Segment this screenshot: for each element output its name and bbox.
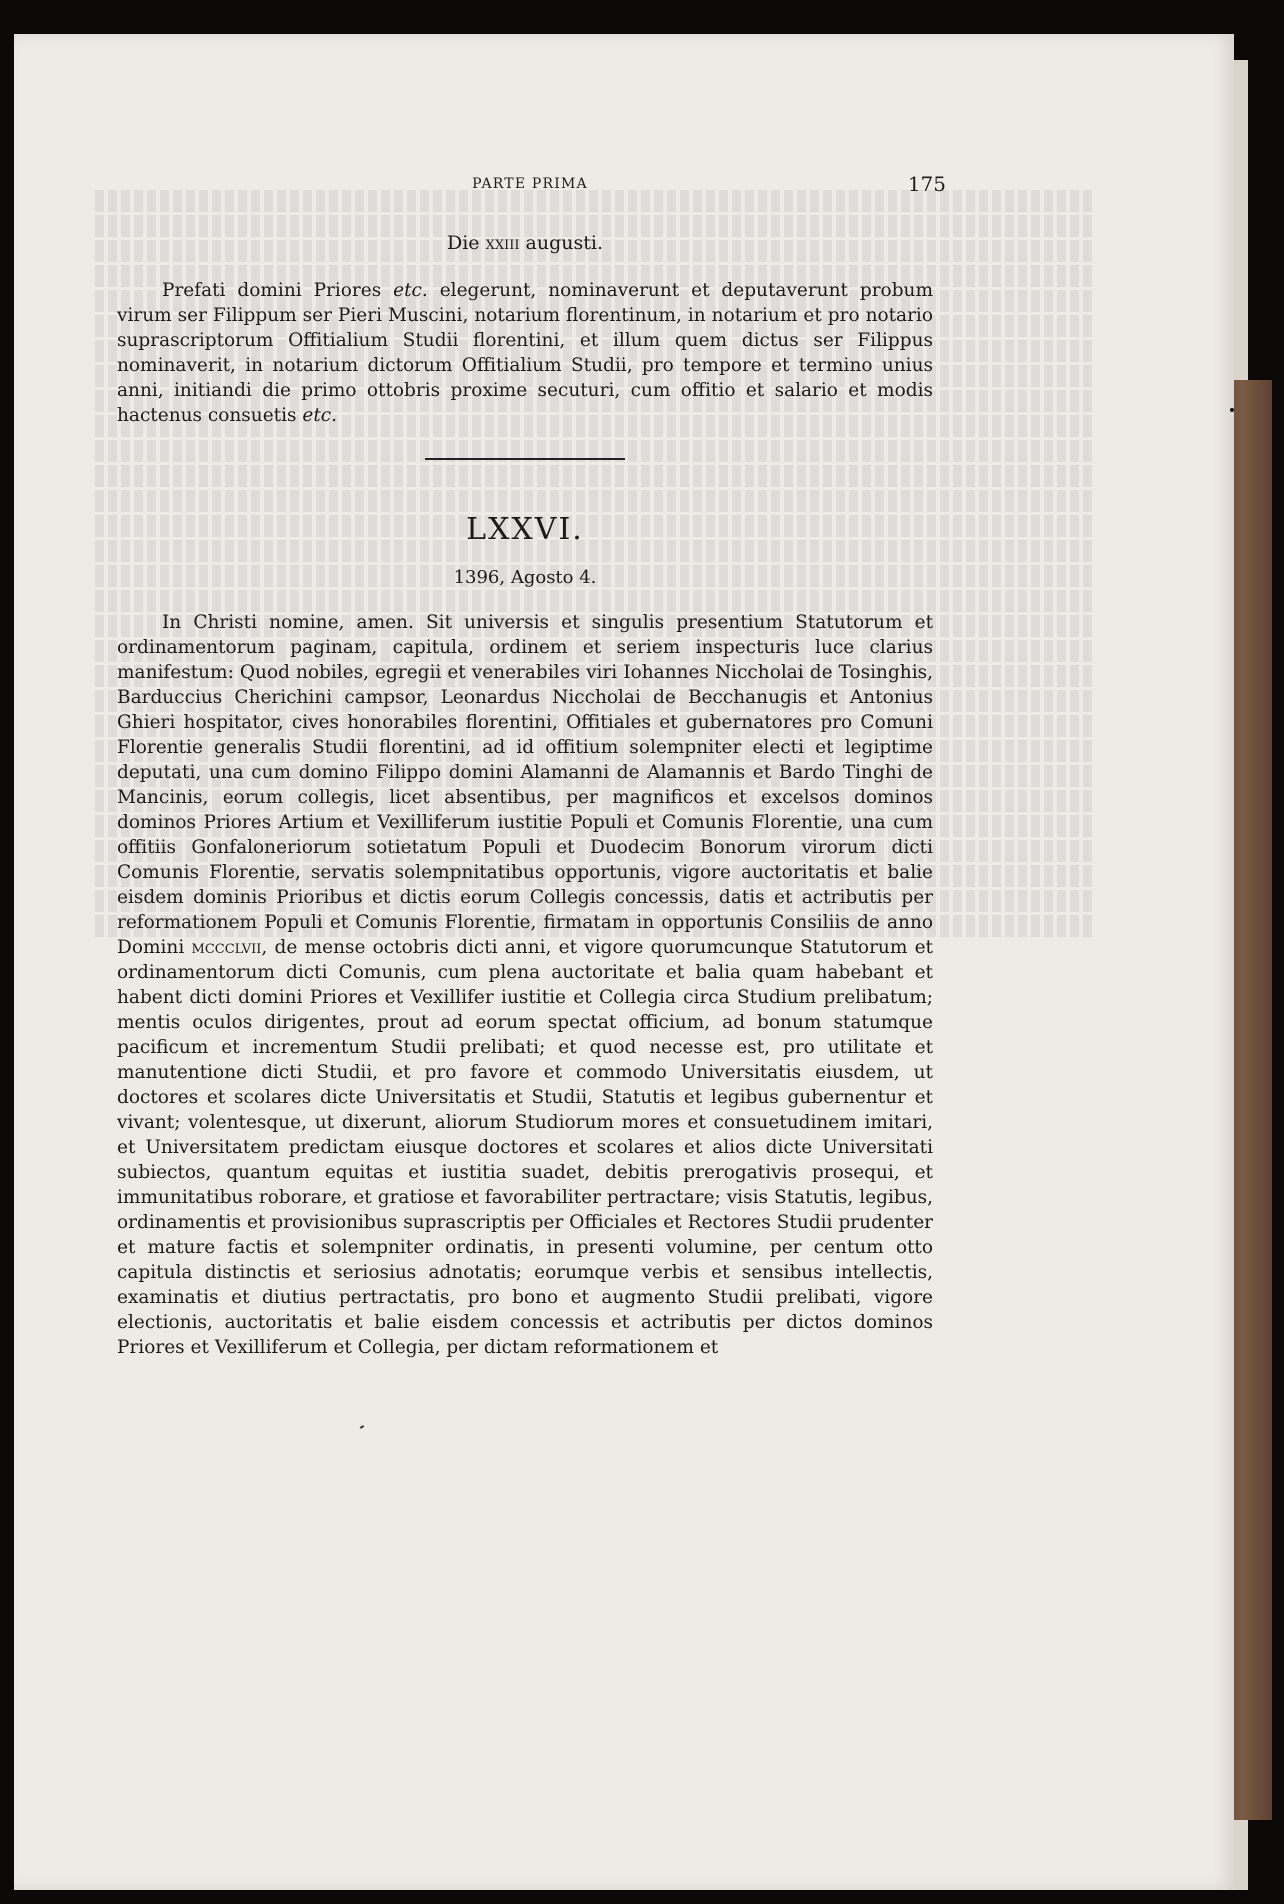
entry-block <box>117 230 933 1360</box>
page-number: 175 <box>907 172 946 196</box>
entry-text-before: Prefati domini Priores <box>162 280 382 301</box>
entry-date-heading <box>117 230 933 256</box>
section-divider <box>425 458 625 460</box>
document-paragraph <box>117 610 933 1360</box>
document-year-numeral: mccclvii <box>191 937 262 958</box>
entry-abbr-end: etc. <box>302 405 338 426</box>
document-text-before: In Christi nomine, amen. Sit universis et singulis presentium Statutorum et ordinamentorum paginam, capitula, ordinem et seriem inspecturis luce clarius manifestum: Quod nobiles, egregii et venerabiles viri Iohannes Niccholai de Tosinghis, Barduccius Cherichini campsor, Leonardus Niccholai de Becchanugis et Antonius Ghieri hospitator, cives honorabiles florentini, Offitiales et gubernatores pro Comuni Florentie generalis Studii florentini, ad id offitium solempniter electi et legiptime deputati, una cum domino Filippo domini Alamanni de Alamannis et Bardo Tinghi de Mancinis, eorum collegis, licet absentibus, per magnificos et excelsos dominos dominos Priores Artium et Vexilliferum iustitie Populi et Comunis Florentie, una cum offitiis Gonfaloneriorum sotietatum Populi et Duodecim Bonorum virorum dicti Comunis Florentie, servatis solempnitatibus opportunis, vigore auctoritatis et balie eisdem dominis Prioribus et dictis eorum Collegis concessis, datis et actributis per reformationem Populi et Comunis Florentie, firmatam in opportunis Consiliis de anno Domini <box>117 612 933 958</box>
entry-date-prefix: Die <box>446 232 480 254</box>
entry-date-suffix: augusti. <box>525 232 604 254</box>
entry-paragraph <box>117 278 933 428</box>
entry-abbr: etc. <box>393 280 428 301</box>
running-title: PARTE PRIMA <box>472 176 588 192</box>
entry-text-after: elegerunt, nominaverunt et deputaverunt probum virum ser Filippum ser Pieri Muscini, notarium florentinum, in notarium et pro notario suprascriptorum Offitialium Studii florentini, et illum quem dictus ser Filippus nominaverit, in notarium dictorum Offitialium Studii, pro tempore et termino unius anni, initiandi die primo ottobris proxime secuturi, cum offitio et salario et modis hactenus consuetis <box>117 280 933 426</box>
document-text-after: , de mense octobris dicti anni, et vigore quorumcunque Statutorum et ordinamentorum dicti Comunis, cum plena auctoritate et balia quam habebant et habent dicti domini Priores et Vexillifer iustitie et Collegia circa Studium prelibatum; mentis oculos dirigentes, prout ad eorum spectat officium, ad bonum statumque pacificum et incrementum Studii prelibati; et quod necesse est, pro utilitate et manutentione dicti Studii, et pro favore et commodo Universitatis eiusdem, ut doctores et scolares dicte Universitatis et Studii, Statutis et legibus gubernentur et vivant; volentesque, ut dixerunt, aliorum Studiorum mores et consuetudinem imitari, et Universitatem predictam eiusque doctores et scolares et alios dicte Universitati subiectos, quantum equitas et iustitia suadet, debitis prerogativis prosequi, et immunitatibus roborare, et gratiose et favorabiliter pertractare; visis Statutis, legibus, ordinamentis et provisionibus suprascriptis per Officiales et Rectores Studii prudenter et mature factis et solempniter ordinatis, in presenti volumine, per centum otto capitula distinctis et seriosius adnotatis; eorumque verbis et sensibus intellectis, examinatis et diutius pertractatis, pro bono et augmento Studii prelibati, vigore electionis, auctoritatis et balie eisdem concessis et actributis per dictos dominos Priores et Vexilliferum et Collegia, per dictam reformationem et <box>117 937 933 1358</box>
document-number: LXXVI. <box>466 512 584 547</box>
document-date: 1396, Agosto 4. <box>453 567 597 588</box>
entry-date-numeral: xxiii <box>485 232 520 254</box>
page-header <box>114 170 946 206</box>
margin-dot <box>1230 408 1234 412</box>
